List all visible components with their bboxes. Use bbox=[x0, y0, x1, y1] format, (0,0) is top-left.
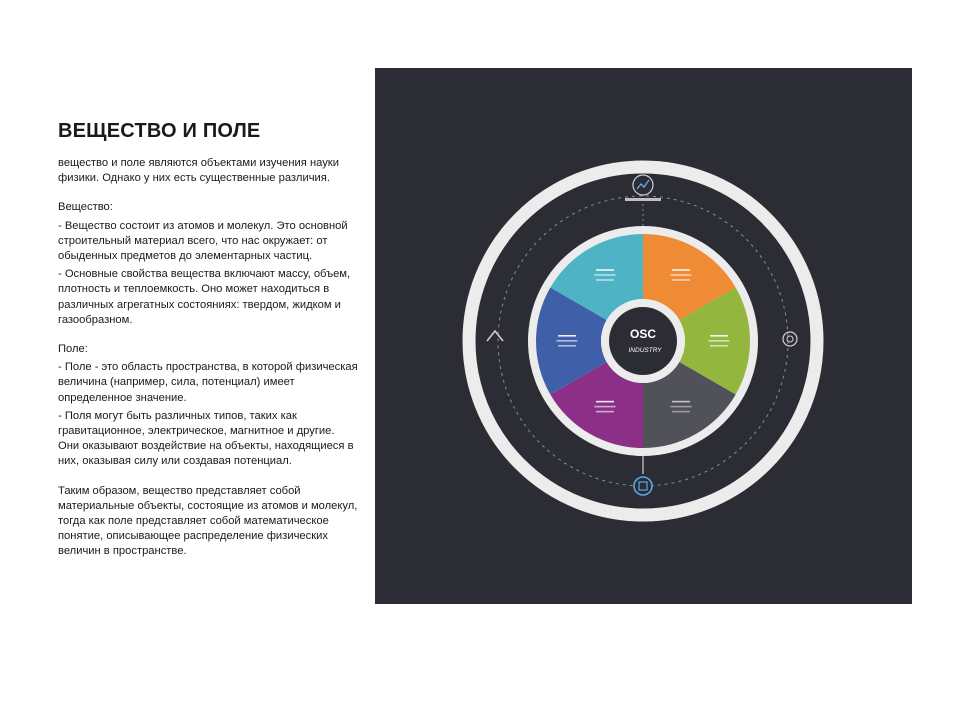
segment-caption-bar bbox=[710, 335, 728, 337]
segment-caption-bar bbox=[558, 335, 576, 337]
center-disc bbox=[609, 307, 677, 375]
segment-caption-bar bbox=[671, 274, 692, 276]
matter-point: - Основные свойства вещества включают массу, объем, плотность и теплоемкость. Оно может находиться в различных агрегатных состояниях: твердом, жидком и газообразном. bbox=[58, 268, 351, 326]
circular-diagram bbox=[375, 68, 912, 604]
intro-paragraph: вещество и поле являются объектами изучения науки физики. Однако у них есть существенные различия. bbox=[58, 157, 339, 185]
segment-caption-bar bbox=[672, 411, 690, 413]
segment-caption-bar bbox=[709, 340, 730, 342]
cube-icon[interactable] bbox=[634, 477, 652, 495]
segment-caption-bar bbox=[558, 345, 576, 347]
diagram-panel bbox=[375, 68, 912, 604]
segment-caption-bar bbox=[671, 406, 692, 408]
center-title: OSC bbox=[629, 327, 657, 341]
segment-caption-bar bbox=[595, 274, 616, 276]
segment-caption-bar bbox=[710, 345, 728, 347]
segment-caption-bar bbox=[595, 406, 616, 408]
matter-point: - Вещество состоит из атомов и молекул. Это основной строительный материал всего, что нас окружает: от обыденных предметов до элементарных частиц. bbox=[58, 219, 348, 263]
arrow-left-icon[interactable] bbox=[487, 331, 503, 341]
center-subtitle: INDUSTRY bbox=[628, 347, 662, 354]
segment-caption-bar bbox=[596, 269, 614, 271]
field-point: - Поля могут быть различных типов, таких как гравитационное, электрическое, магнитное и другие. Они оказывают воздействие на объекты, находящиеся в них, оказывая силу или создавая потенциал. bbox=[58, 409, 354, 468]
field-heading: Поле: bbox=[58, 343, 88, 356]
top-caption-bar bbox=[625, 198, 661, 201]
segment-caption-bar bbox=[596, 401, 614, 403]
segment-caption-bar bbox=[557, 340, 578, 342]
segment-caption-bar bbox=[672, 401, 690, 403]
segment-caption-bar bbox=[672, 269, 690, 271]
conclusion-paragraph: Таким образом, вещество представляет собой материальные объекты, состоящие из атомов и молекул, тогда как поле представляет собой математическое понятие, описывающее распределение физических величин в пространстве. bbox=[58, 484, 358, 558]
text-block bbox=[58, 156, 358, 563]
matter-heading: Вещество: bbox=[58, 201, 113, 214]
segment-caption-bar bbox=[672, 279, 690, 281]
segment-caption-bar bbox=[596, 411, 614, 413]
chart-icon[interactable] bbox=[633, 175, 653, 195]
field-point: - Поле - это область пространства, в которой физическая величина (например, сила, потенциал) имеет определенное значение. bbox=[58, 361, 358, 404]
slide-title: ВЕЩЕСТВО И ПОЛЕ bbox=[58, 120, 261, 142]
circle-settings-icon[interactable] bbox=[783, 332, 797, 346]
segment-caption-bar bbox=[596, 279, 614, 281]
